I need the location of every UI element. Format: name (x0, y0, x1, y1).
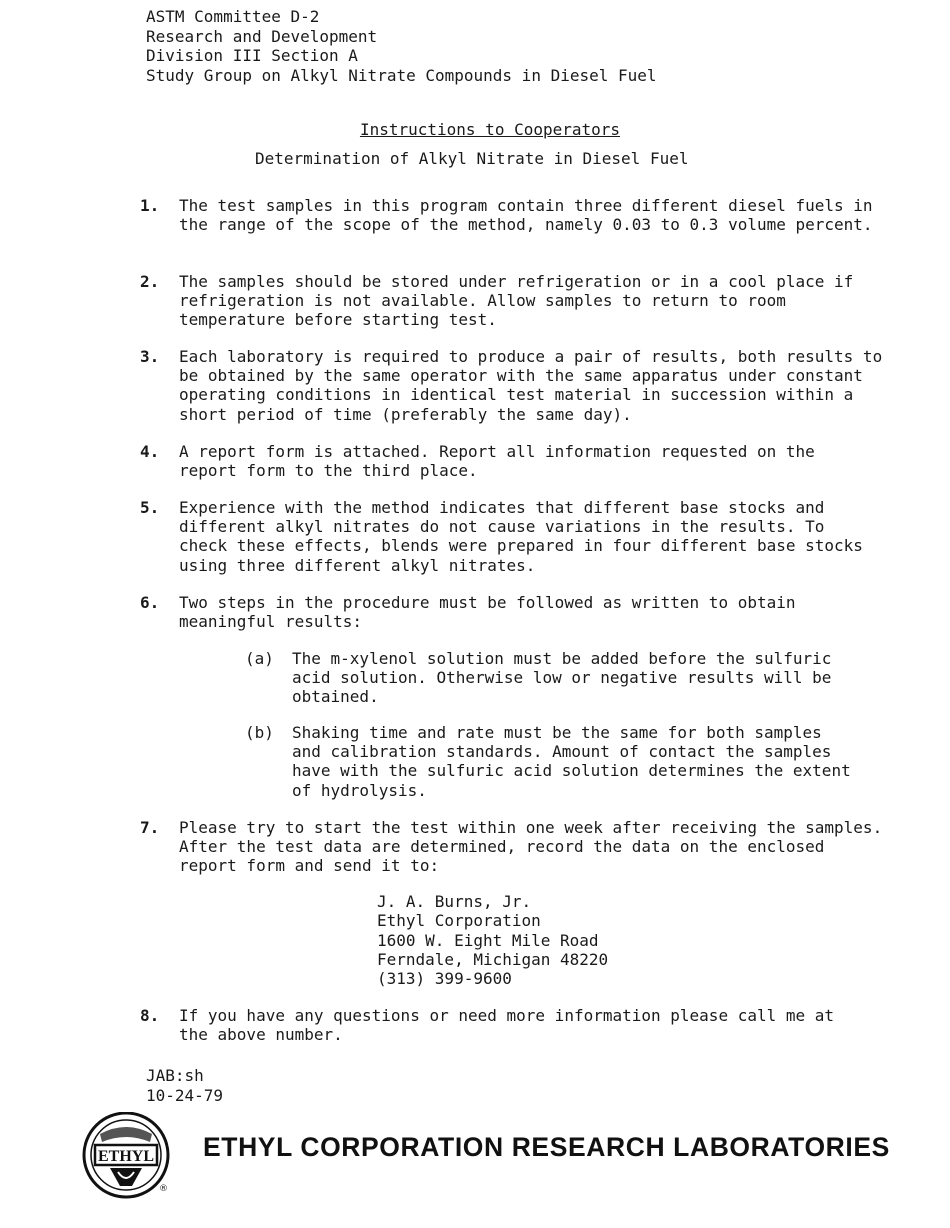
registered-mark: ® (159, 1184, 168, 1194)
item-text: The test samples in this program contain three different diesel fuels in the range of the scope of the method, namely 0.03 to 0.3 volume percent. (179, 196, 873, 235)
item-number: 8. (140, 1006, 160, 1025)
item-number: 3. (140, 347, 160, 366)
sub-item-label: (a) (245, 649, 274, 668)
item-number: 4. (140, 442, 160, 461)
item-text: Please try to start the test within one week after receiving the samples. After the test data are determined, record the data on the enclosed report form and send it to: (179, 818, 883, 876)
header-study-group: Study Group on Alkyl Nitrate Compounds in Diesel Fuel (146, 65, 657, 85)
contact-address (377, 892, 608, 988)
document-subtitle: Determination of Alkyl Nitrate in Diesel Fuel (255, 149, 689, 168)
contact-street: 1600 W. Eight Mile Road (377, 930, 599, 950)
header-research: Research and Development (146, 26, 378, 46)
footer-company-line: ETHYL CORPORATION RESEARCH LABORATORIES (203, 1132, 890, 1162)
item-text: A report form is attached. Report all information requested on the report form to the third place. (179, 442, 815, 481)
contact-name: J. A. Burns, Jr. (377, 892, 532, 911)
contact-company: Ethyl Corporation (377, 911, 541, 931)
header-committee: ASTM Committee D-2 (146, 7, 320, 26)
item-text: Experience with the method indicates that different base stocks and different alkyl nitrates do not cause variations in the results. To check these effects, blends were prepared in four different base stocks using three different alkyl nitrates. (179, 498, 863, 575)
document-date: 10-24-79 (146, 1085, 224, 1105)
item-number: 1. (140, 196, 160, 215)
item-number: 5. (140, 498, 160, 517)
sub-item-text: The m-xylenol solution must be added before the sulfuric acid solution. Otherwise low or negative results will be obtained. (292, 649, 832, 707)
item-number: 6. (140, 593, 160, 612)
document-title-row (0, 120, 950, 140)
document-title: Instructions to Cooperators (359, 120, 621, 139)
item-text: Two steps in the procedure must be followed as written to obtain meaningful results: (179, 593, 796, 632)
item-text: The samples should be stored under refrigeration or in a cool place if refrigeration is not available. Allow samples to return to room temperature before starting test. (179, 272, 854, 330)
header-block (146, 7, 657, 85)
contact-phone: (313) 399-9600 (377, 969, 512, 989)
item-number: 2. (140, 272, 160, 291)
author-initials: JAB:sh (146, 1066, 204, 1085)
item-text: If you have any questions or need more information please call me at the above number. (179, 1006, 835, 1045)
sub-item-text: Shaking time and rate must be the same for both samples and calibration standards. Amount of contact the samples have with the sulfuric acid solution determines the extent of hydrolysis. (292, 723, 851, 800)
logo-text: ETHYL (97, 1148, 155, 1165)
sub-item-label: (b) (245, 723, 274, 742)
header-division: Division III Section A (146, 46, 358, 65)
item-number: 7. (140, 818, 160, 837)
signature-initials-block (146, 1066, 223, 1105)
item-text: Each laboratory is required to produce a pair of results, both results to be obtained by the same operator with the same apparatus under constant operating conditions in identical test material in succession within a short period of time (preferably the same day). (179, 347, 883, 424)
contact-city: Ferndale, Michigan 48220 (377, 949, 609, 969)
